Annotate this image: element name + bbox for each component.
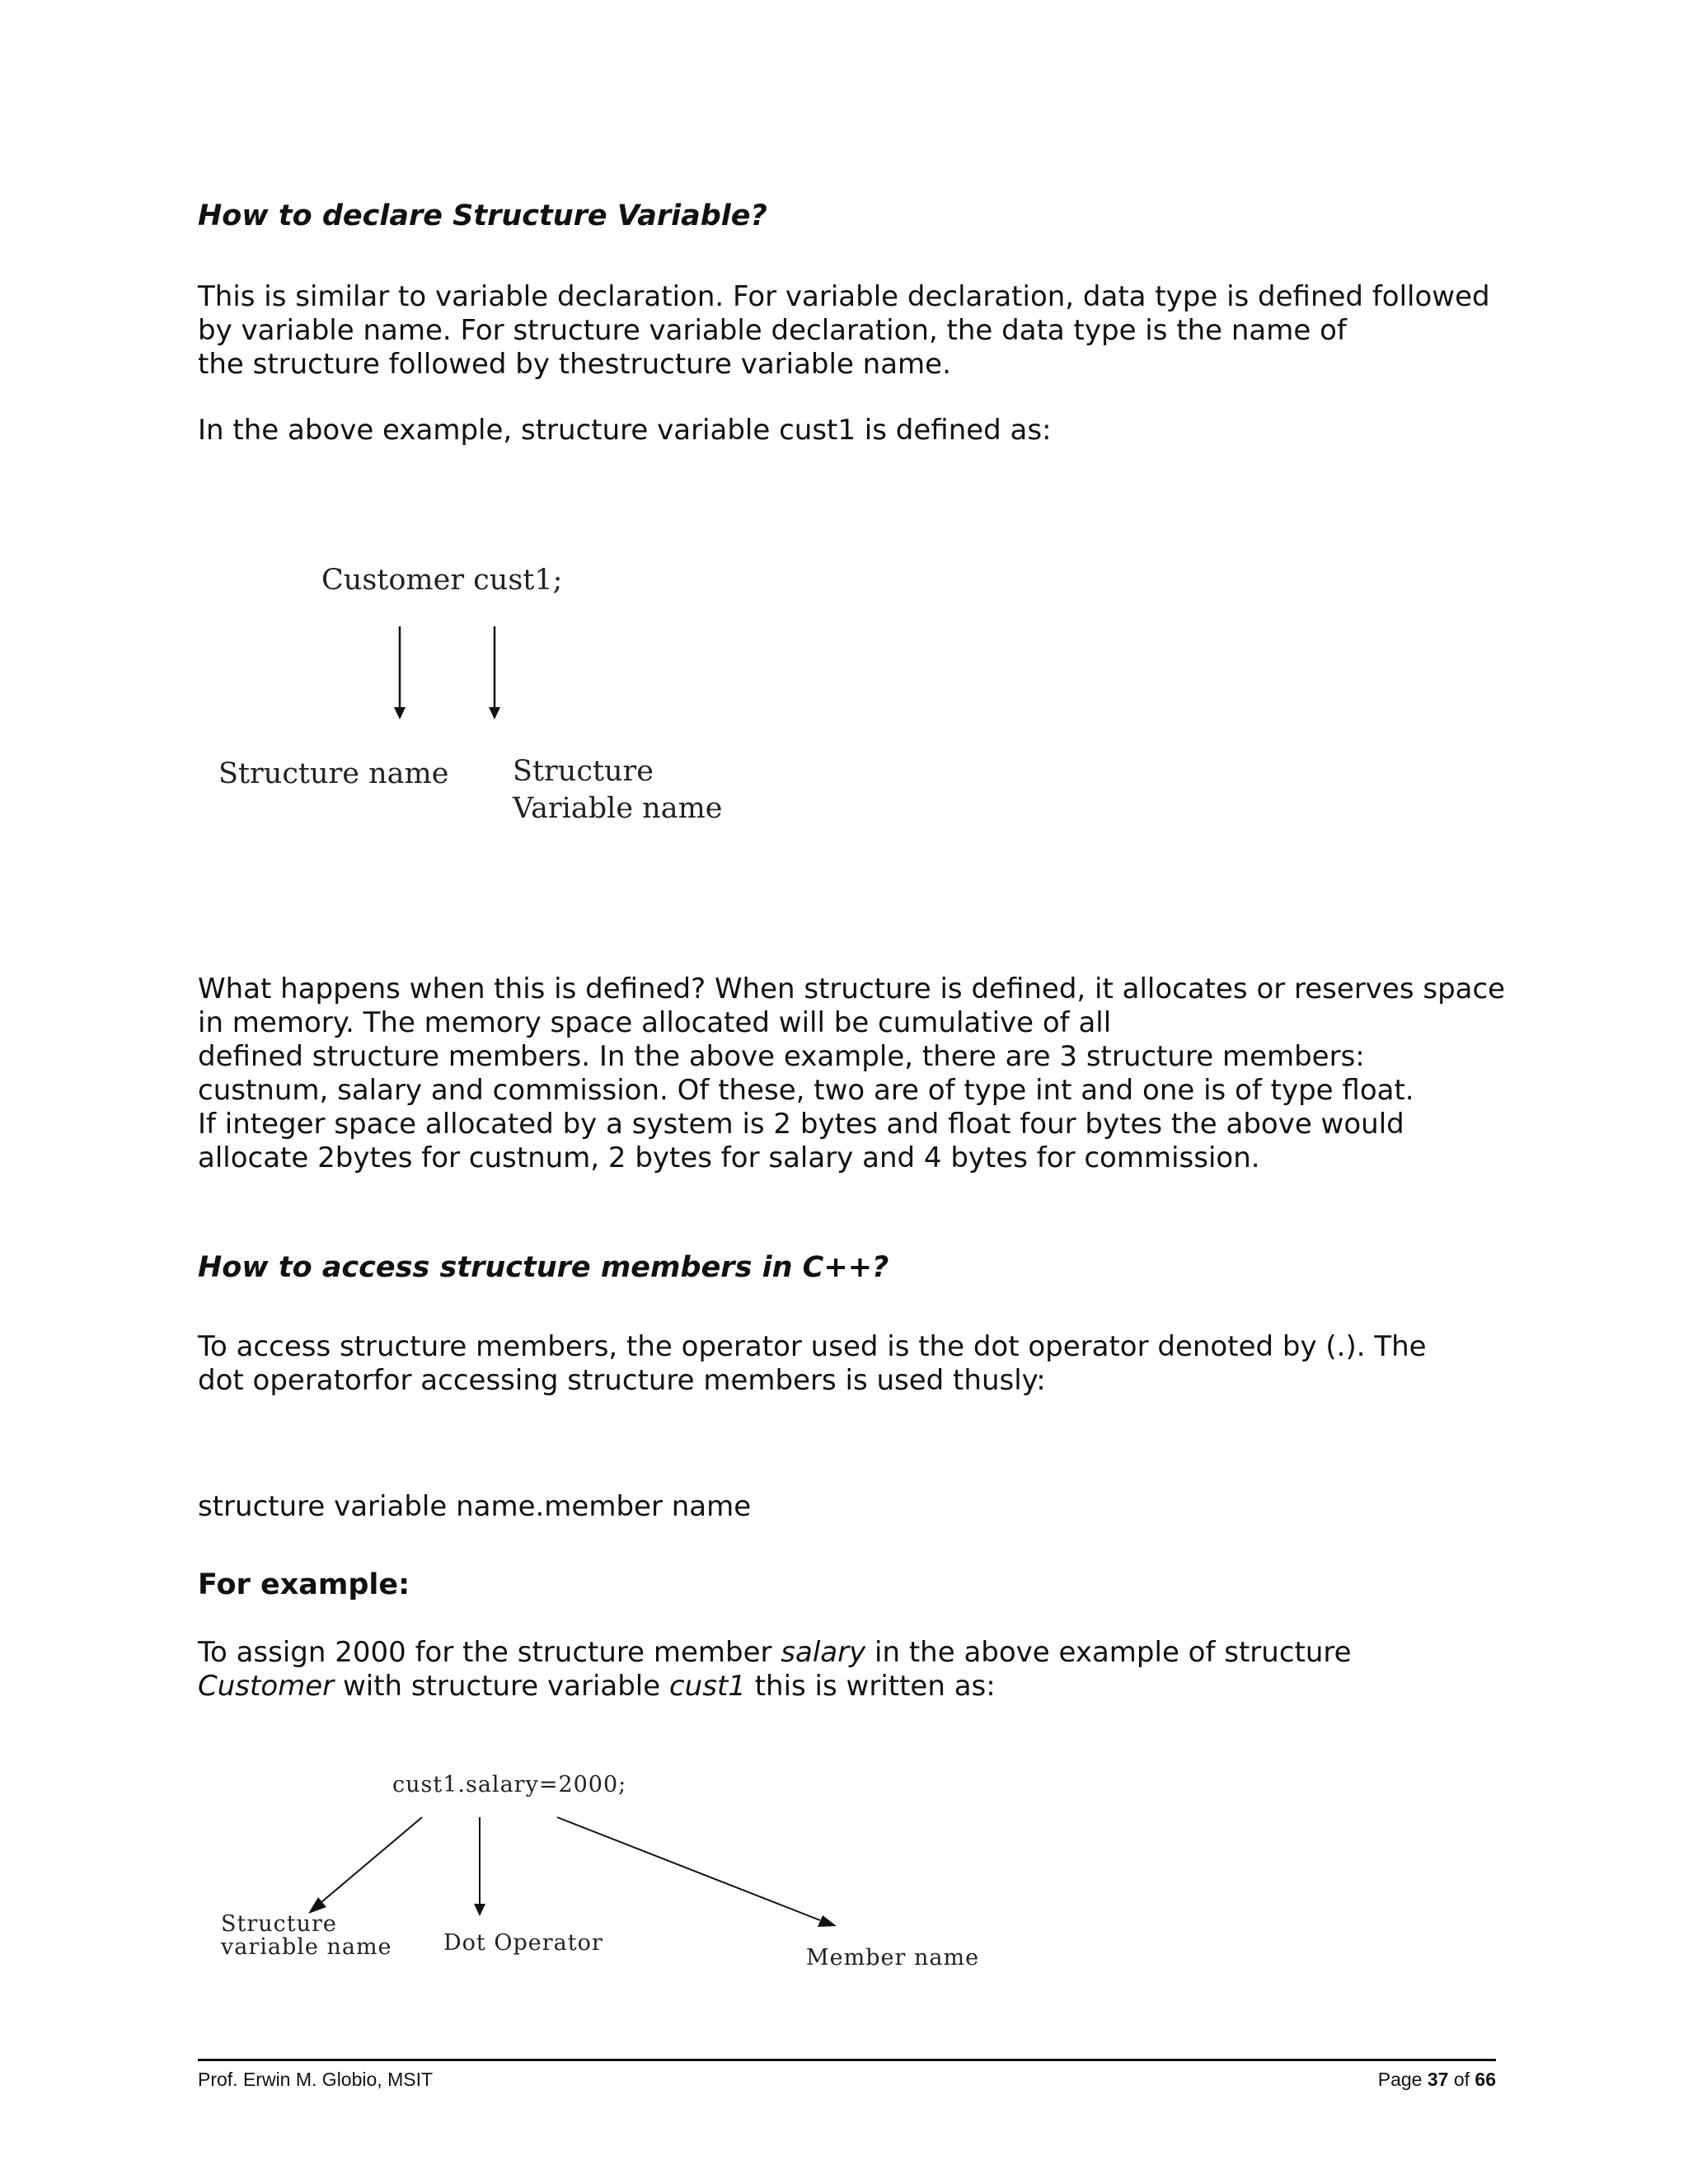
diagram-member-access: [198, 1764, 1063, 1978]
paragraph-dot-operator: [198, 1330, 1582, 1398]
text-line: [198, 1670, 1582, 1704]
footer-author: Prof. Erwin M. Globio, MSIT: [198, 2069, 434, 2090]
text-line: in memory. The memory space allocated will be cumulative of all: [198, 1006, 1112, 1039]
arrowhead-icon: [474, 1904, 485, 1916]
arrow-to-structure-variable-name: [321, 1817, 422, 1902]
diagram-label-dot-operator: Dot Operator: [443, 1930, 603, 1956]
diagram-label-variable-name: Variable name: [513, 792, 723, 825]
emphasis-cust1: cust1: [668, 1670, 746, 1703]
text-line: If integer space allocated by a system is 2 bytes and float four bytes the above would: [198, 1108, 1404, 1141]
text-run: with structure variable: [334, 1670, 669, 1703]
text-line: To access structure members, the operator used is the dot operator denoted by (.). The: [198, 1330, 1427, 1363]
footer-of-word: of: [1453, 2069, 1470, 2090]
emphasis-customer: Customer: [198, 1670, 335, 1703]
footer-page-number: [1368, 2067, 1496, 2092]
text-line: the structure followed by thestructure variable name.: [198, 348, 951, 381]
footer-divider: [198, 2059, 1496, 2061]
paragraph-declaration-intro: [198, 280, 1582, 382]
text-line: dot operatorfor accessing structure members is used thusly:: [198, 1364, 1046, 1397]
text-line: This is similar to variable declaration. For variable declaration, data type is defined followed: [198, 280, 1490, 313]
text-run: in the above example of structure: [865, 1636, 1352, 1669]
text-line: by variable name. For structure variable declaration, the data type is the name of: [198, 314, 1347, 347]
diagram-structure-declaration: [198, 544, 775, 841]
diagram-label-structure: Structure: [221, 1911, 337, 1937]
text-line: [198, 1636, 1582, 1670]
arrowhead-icon: [818, 1915, 837, 1927]
paragraph-assign-example: [198, 1636, 1582, 1704]
diagram-label-variable-name: variable name: [221, 1934, 392, 1960]
section-heading-access: How to access structure members in C++?: [198, 1251, 889, 1284]
text-line: structure variable name.member name: [198, 1490, 752, 1523]
syntax-line: [198, 1490, 1582, 1524]
arrowhead-icon: [394, 707, 406, 719]
text-run: To assign 2000 for the structure member: [198, 1636, 781, 1669]
footer-page-word: Page: [1377, 2069, 1423, 2090]
text-line: defined structure members. In the above example, there are 3 structure members:: [198, 1040, 1365, 1073]
paragraph-example-intro: [198, 414, 1582, 448]
footer-page-total: 66: [1475, 2069, 1496, 2090]
arrowhead-icon: [489, 707, 500, 719]
text-line: allocate 2bytes for custnum, 2 bytes for salary and 4 bytes for commission.: [198, 1141, 1260, 1174]
footer-page-current: 37: [1427, 2069, 1449, 2090]
text-line: custnum, salary and commission. Of these, two are of type int and one is of type float.: [198, 1074, 1414, 1107]
diagram-label-structure: Structure: [513, 755, 654, 788]
text-line: What happens when this is defined? When structure is defined, it allocates or reserves space: [198, 972, 1506, 1005]
diagram-code-declaration: Customer cust1;: [321, 564, 563, 597]
arrow-to-member-name: [557, 1817, 820, 1920]
paragraph-memory-allocation: [198, 972, 1582, 1175]
section-heading-declare: How to declare Structure Variable?: [198, 199, 767, 232]
text-run: this is written as:: [745, 1670, 996, 1703]
text-line: In the above example, structure variable cust1 is defined as:: [198, 414, 1052, 447]
diagram-label-structure-name: Structure name: [218, 757, 449, 790]
diagram-label-member-name: Member name: [806, 1945, 980, 1971]
diagram-code-assignment: cust1.salary=2000;: [392, 1772, 627, 1797]
example-heading: For example:: [198, 1568, 410, 1601]
emphasis-salary: salary: [781, 1636, 866, 1669]
